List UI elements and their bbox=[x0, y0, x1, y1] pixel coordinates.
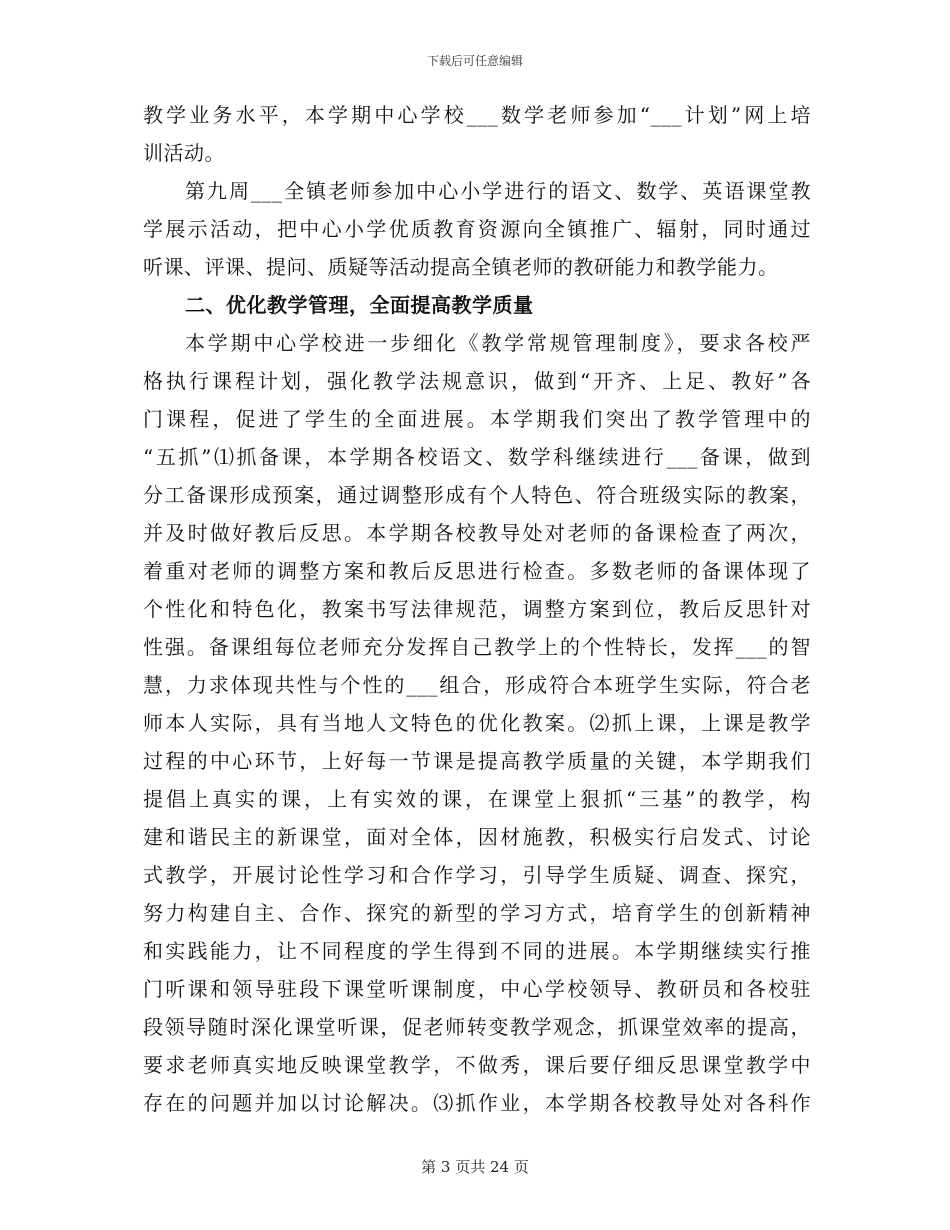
text-line: “五抓”⑴抓备课，本学期各校语文、数学科继续进行___备课，做到 bbox=[143, 445, 811, 469]
text-line: 要求老师真实地反映课堂教学，不做秀，课后要仔细反思课堂教学中 bbox=[143, 1053, 811, 1077]
text-line: 式教学，开展讨论性学习和合作学习，引导学生质疑、调查、探究， bbox=[143, 863, 811, 887]
text-line: 门课程，促进了学生的全面进展。本学期我们突出了教学管理中的 bbox=[143, 407, 811, 431]
text-line: 过程的中心环节，上好每一节课是提高教学质量的关键，本学期我们 bbox=[143, 749, 811, 773]
text-line: 提倡上真实的课，上有实效的课，在课堂上狠抓“三基”的教学，构 bbox=[143, 787, 811, 811]
page-header: 下载后可任意编辑 bbox=[426, 54, 523, 68]
text-line: 努力构建自主、合作、探究的新型的学习方式，培育学生的创新精神 bbox=[143, 901, 811, 925]
text-line: 听课、评课、提问、质疑等活动提高全镇老师的教研能力和教学能力。 bbox=[143, 255, 779, 279]
text-line: 教学业务水平，本学期中心学校___数学老师参加“___计划”网上培 bbox=[143, 103, 811, 127]
document-body bbox=[143, 96, 811, 1122]
text-line: 格执行课程计划，强化教学法规意识，做到“开齐、上足、教好”各 bbox=[143, 369, 811, 393]
text-line: 分工备课形成预案，通过调整形成有个人特色、符合班级实际的教案， bbox=[143, 483, 811, 507]
text-line: 存在的问题并加以讨论解决。⑶抓作业，本学期各校教导处对各科作 bbox=[143, 1091, 811, 1115]
text-line: 师本人实际，具有当地人文特色的优化教案。⑵抓上课，上课是教学 bbox=[143, 711, 811, 735]
text-line: 个性化和特色化，教案书写法律规范，调整方案到位，教后反思针对 bbox=[143, 597, 811, 621]
text-line: 着重对老师的调整方案和教后反思进行检查。多数老师的备课体现了 bbox=[143, 559, 811, 583]
text-line: 本学期中心学校进一步细化《教学常规管理制度》，要求各校严 bbox=[185, 331, 811, 355]
text-line: 第九周___全镇老师参加中心小学进行的语文、数学、英语课堂教 bbox=[185, 179, 811, 203]
text-line: 和实践能力，让不同程度的学生得到不同的进展。本学期继续实行推 bbox=[143, 939, 811, 963]
text-line: 性强。备课组每位老师充分发挥自己教学上的个性特长，发挥___的智 bbox=[143, 635, 811, 659]
text-line: 慧，力求体现共性与个性的___组合，形成符合本班学生实际，符合老 bbox=[143, 673, 811, 697]
text-line: 学展示活动，把中心小学优质教育资源向全镇推广、辐射，同时通过 bbox=[143, 217, 811, 241]
text-line: 并及时做好教后反思。本学期各校教导处对老师的备课检查了两次， bbox=[143, 521, 811, 545]
page-footer: 第 3 页共 24 页 bbox=[421, 1158, 529, 1176]
text-line: 段领导随时深化课堂听课，促老师转变教学观念，抓课堂效率的提高， bbox=[143, 1015, 811, 1039]
text-line: 门听课和领导驻段下课堂听课制度，中心学校领导、教研员和各校驻 bbox=[143, 977, 811, 1001]
text-line: 建和谐民主的新课堂，面对全体，因材施教，积极实行启发式、讨论 bbox=[143, 825, 811, 849]
text-line: 训活动。 bbox=[143, 141, 225, 165]
section-heading: 二、优化教学管理，全面提高教学质量 bbox=[185, 293, 534, 317]
